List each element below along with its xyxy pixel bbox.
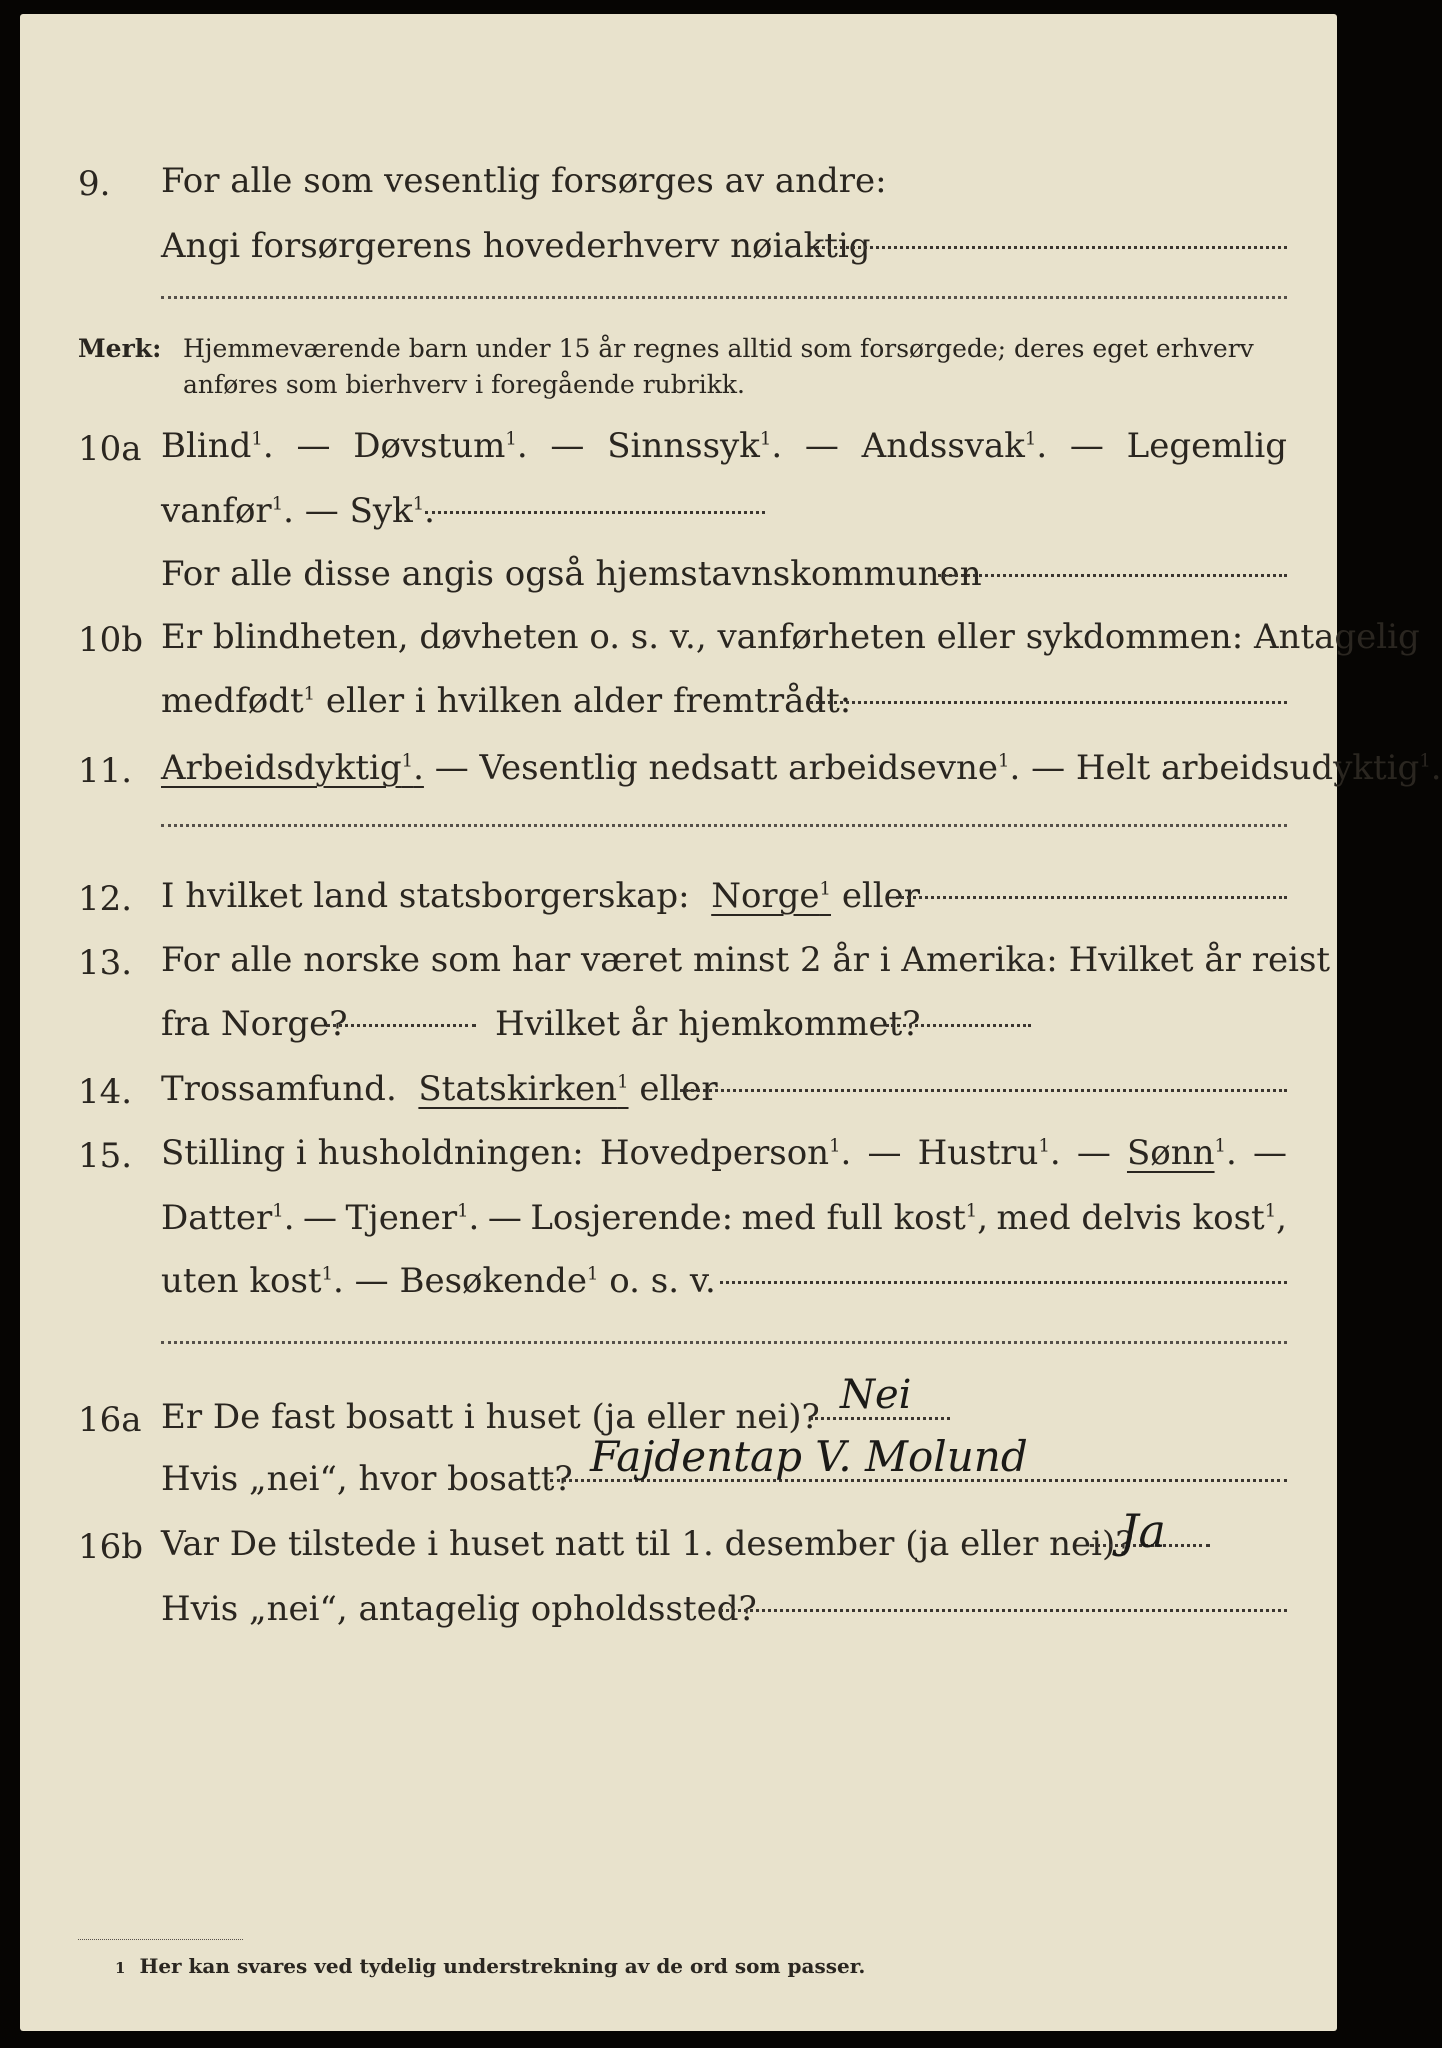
option-legemlig: Legemlig [1126, 426, 1287, 466]
question-14-line: Trossamfund. Statskirken$^1$ eller [161, 1069, 718, 1109]
question-10b-number: 10b [78, 620, 144, 660]
question-9-line1: For alle som vesentlig forsørges av andre: [161, 161, 887, 201]
question-11-number: 11. [78, 751, 133, 791]
question-15-answer-line [720, 1281, 1287, 1284]
option-arbeidsdyktig-underlined: Arbeidsdyktig$^1$. [161, 748, 424, 788]
question-16b-line2: Hvis „nei“, antagelig opholdssted? [161, 1589, 757, 1629]
question-10a-municipality-line [938, 574, 1287, 577]
question-9-line2: Angi forsørgerens hovederhverv nøiaktig [161, 226, 871, 266]
question-10b-line1: Er blindheten, døvheten o. s. v., vanførheten eller sykdommen: Antagelig [161, 617, 1420, 657]
question-16b-number: 16b [78, 1527, 144, 1567]
option-norge-underlined: Norge$^1$ [711, 876, 831, 916]
question-10a-number: 10a [78, 429, 142, 469]
option-sinnssyk: Sinnssyk$^1$. [607, 426, 783, 466]
question-16a-line2: Hvis „nei“, hvor bosatt? [161, 1459, 573, 1499]
question-11-extra-line [161, 824, 1287, 827]
question-9-number: 9. [78, 164, 111, 204]
question-15-line2: Datter$^1$. — Tjener$^1$. — Losjerende: med full kost$^1$, med delvis kost$^1$, [161, 1198, 1287, 1238]
question-10b-line2: medfødt$^1$ eller i hvilken alder fremtrådt: [161, 681, 852, 721]
question-14-answer-line [680, 1089, 1287, 1092]
dash: — [1069, 426, 1104, 466]
question-12-answer-line [896, 896, 1287, 899]
question-13-number: 13. [78, 943, 133, 983]
option-sonn-underlined: Sønn [1126, 1133, 1215, 1173]
dash: — [804, 426, 839, 466]
dash: — [296, 426, 331, 466]
question-10a-line1 [161, 426, 1287, 466]
question-12-number: 12. [78, 879, 133, 919]
question-15-extra-line [161, 1341, 1287, 1344]
question-10b-answer-line [810, 701, 1287, 704]
question-16a-number: 16a [78, 1400, 142, 1440]
question-10a-line3: For alle disse angis også hjemstavnskommunen [161, 554, 982, 594]
footnote-rule [78, 1939, 243, 1940]
question-10a-line2: vanfør$^1$. — Syk$^1$. [161, 491, 435, 531]
question-12-line: I hvilket land statsborgerskap: Norge$^1$ eller [161, 876, 921, 916]
question-9-answer-line [810, 246, 1287, 249]
handwritten-answer-nei: Nei [840, 1372, 912, 1418]
question-10a-answer-line [425, 511, 765, 514]
question-16b-line1: Var De tilstede i huset natt til 1. desember (ja eller nei)? [161, 1524, 1134, 1564]
question-16a-line1: Er De fast bosatt i huset (ja eller nei)? [161, 1397, 820, 1437]
note-line2: anføres som bierhverv i foregående rubrikk. [183, 370, 745, 399]
question-15-number: 15. [78, 1136, 133, 1176]
question-9-extra-line [161, 296, 1287, 299]
option-andssvak: Andssvak$^1$. [861, 426, 1048, 466]
question-13-right-answer-line [886, 1024, 1031, 1027]
question-13-line2a: fra Norge? [161, 1004, 348, 1044]
census-form-page [20, 14, 1442, 2031]
question-13-line1: For alle norske som har været minst 2 år i Amerika: Hvilket år reist [161, 940, 1331, 980]
option-dovstum: Døvstum$^1$. [353, 426, 528, 466]
option-blind: Blind$^1$. [161, 426, 274, 466]
handwritten-answer-residence: Fajdentap V. Molund [590, 1432, 1028, 1481]
question-15-line1: Stilling i husholdningen: Hovedperson$^1$. — Hustru$^1$. — Sønn$^1$. — [161, 1133, 1287, 1173]
question-16b-answer2-line [720, 1609, 1287, 1612]
note-line1: Hjemmeværende barn under 15 år regnes alltid som forsørgede; deres eget erhverv [183, 334, 1254, 363]
question-13-left-answer-line [326, 1024, 476, 1027]
dash: — [550, 426, 585, 466]
question-15-line3: uten kost$^1$. — Besøkende$^1$ o. s. v. [161, 1261, 716, 1301]
question-14-number: 14. [78, 1072, 133, 1112]
option-statskirken-underlined: Statskirken$^1$ [418, 1069, 629, 1109]
note-label: Merk: [78, 334, 162, 363]
question-11-line: Arbeidsdyktig$^1$. — Vesentlig nedsatt arbeidsevne$^1$. — Helt arbeidsudyktig$^1$. [161, 748, 1442, 788]
handwritten-answer-ja: Ja [1120, 1504, 1166, 1558]
footnote: 1 Her kan svares ved tydelig understrekning av de ord som passer. [115, 1954, 866, 1978]
question-13-line2b: Hvilket år hjemkommet? [495, 1004, 921, 1044]
